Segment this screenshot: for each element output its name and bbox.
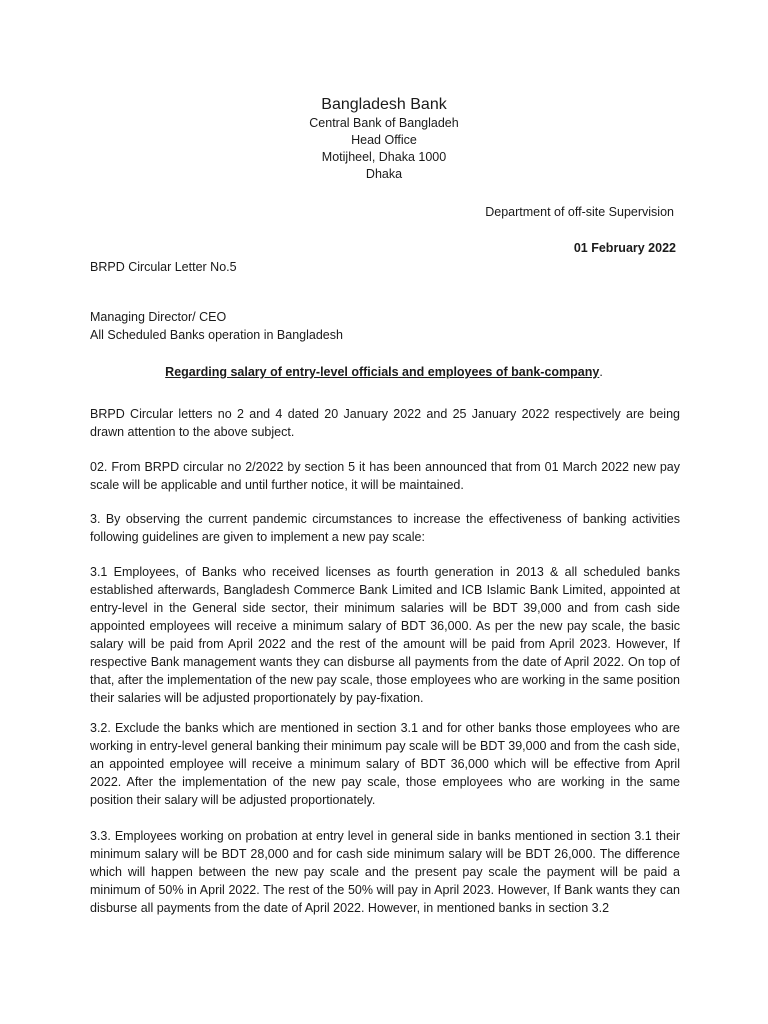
office-name: Head Office (351, 133, 417, 147)
circular-number: BRPD Circular Letter No.5 (90, 260, 237, 274)
paragraph-3-2: 3.2. Exclude the banks which are mentioned in section 3.1 and for other banks those employees who are working in entry-level general banking their minimum pay scale will be BDT 39,000 and from the cash side, an appointed employee will receive a minimum salary of BDT 36,000 which will be effective from April 2022. After the implementation of the new pay scale, those employees who are working in the same position their salary will be adjusted proportionately. (90, 721, 680, 807)
department-name: Department of off-site Supervision (485, 205, 674, 219)
addressee-title: Managing Director/ CEO (90, 310, 227, 324)
subject-text: Regarding salary of entry-level officials and employees of bank-company (165, 365, 600, 379)
office-city: Dhaka (365, 167, 403, 181)
office-address: Motijheel, Dhaka 1000 (321, 150, 447, 164)
letter-date: 01 February 2022 (573, 241, 676, 255)
bank-subtitle: Central Bank of Bangladeh (309, 116, 459, 130)
subject-trail: . (599, 365, 603, 379)
paragraph-03: 3. By observing the current pandemic circumstances to increase the effectiveness of banking activities following guidelines are given to implement a new pay scale: (90, 512, 680, 544)
addressee (90, 308, 680, 344)
bank-name: Bangladesh Bank (321, 96, 447, 113)
letterhead (0, 95, 768, 183)
paragraph-intro: BRPD Circular letters no 2 and 4 dated 20 January 2022 and 25 January 2022 respectively are being drawn attention to the above subject. (90, 407, 680, 439)
paragraph-3-1: 3.1 Employees, of Banks who received licenses as fourth generation in 2013 & all scheduled banks established afterwards, Bangladesh Commerce Bank Limited and ICB Islamic Bank Limited, appointed at entry-level in the General side sector, their minimum salaries will be BDT 39,000 and from cash side appointed employees will receive a minimum salary of BDT 36,000. As per the new pay scale, the basic salary will be paid from April 2022 and the rest of the amount will be paid from April 2023. However, If respective Bank management wants they can disburse all payments from the date of April 2022. On top of that, after the implementation of the new pay scale, those employees who are working in the same position their salaries will be adjusted proportionately by pay-fixation. (90, 565, 680, 705)
addressee-org: All Scheduled Banks operation in Bangladesh (90, 328, 343, 342)
paragraph-3-3: 3.3. Employees working on probation at entry level in general side in banks mentioned in section 3.1 their minimum salary will be BDT 28,000 and for cash side minimum salary will be BDT 26,000. The difference which will happen between the new pay scale and the present pay scale the payment will be paid a minimum of 50% in April 2022. The rest of the 50% will pay in April 2023. However, If Bank wants they can disburse all payments from the date of April 2022. However, in mentioned banks in section 3.2 (90, 829, 680, 915)
paragraph-02: 02. From BRPD circular no 2/2022 by section 5 it has been announced that from 01 March 2022 new pay scale will be applicable and until further notice, it will be maintained. (90, 460, 680, 492)
subject-line (0, 364, 768, 380)
